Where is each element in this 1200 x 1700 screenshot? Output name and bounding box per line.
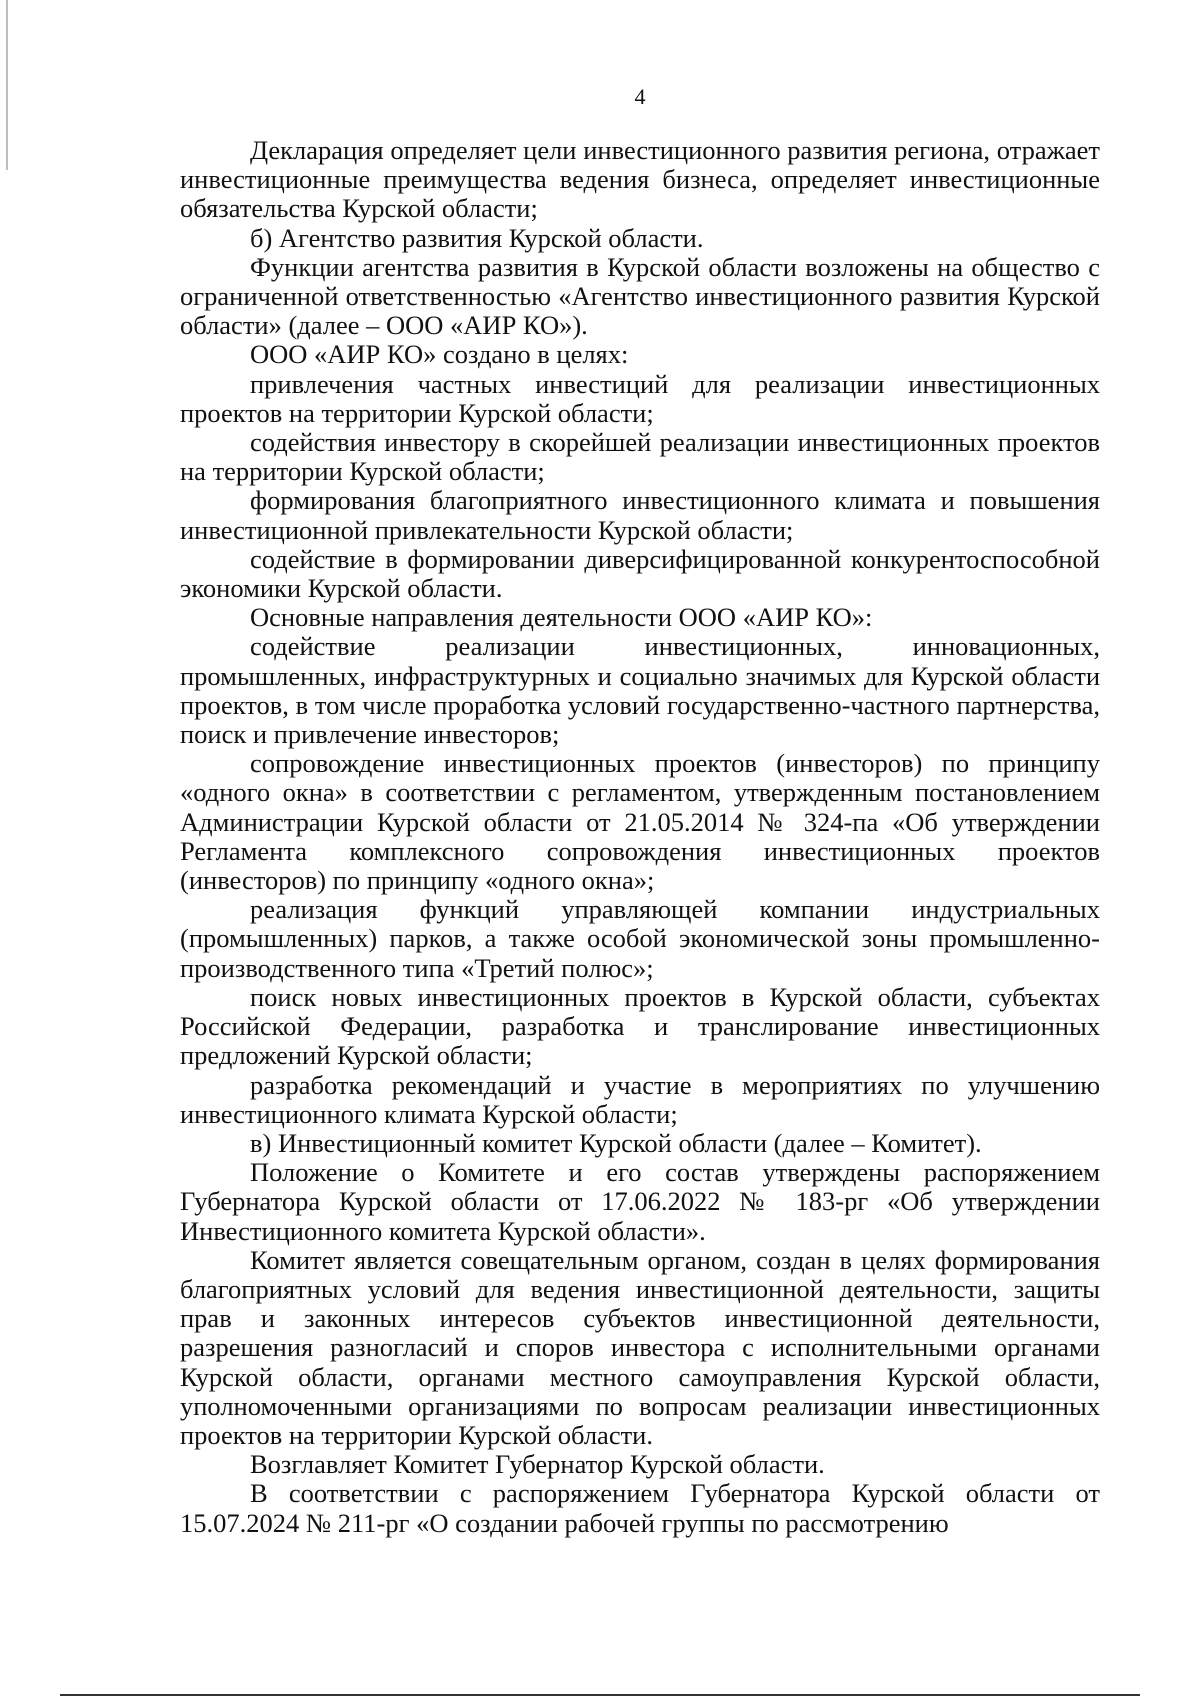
paragraph-goal-economy: содействие в формировании диверсифицированной конкурентоспособной экономики Курской области. xyxy=(180,543,1100,604)
paragraph-agency-functions: Функции агентства развития в Курской области возложены на общество с ограниченной ответственностью «Агентство инвестиционного развития Курской области» (далее – ООО «АИР КО»). xyxy=(180,251,1100,341)
paragraph-item-b: б) Агентство развития Курской области. xyxy=(250,222,704,253)
paragraph-activity-intro: Основные направления деятельности ООО «АИР КО»: xyxy=(250,602,873,633)
paragraph-committee-head: Возглавляет Комитет Губернатор Курской области. xyxy=(250,1449,825,1480)
document-body xyxy=(180,136,1100,1538)
paragraph-activity-projects: содействие реализации инвестиционных, инновационных, промышленных, инфраструктурных и социально значимых для Курской области проектов, в том числе проработка условий государственно-частного партнерства, поиск и привлечение инвесторов; xyxy=(180,631,1100,750)
paragraph-committee-purpose: Комитет является совещательным органом, создан в целях формирования благоприятных условий для ведения инвестиционной деятельности, защиты прав и законных интересов субъектов инвестиционной деятельности, разрешения разногласий и споров инвестора с исполнительными органами Курской области, органами местного самоуправления Курской области, уполномоченными организациями по вопросам реализации инвестиционных проектов на территории Курской области. xyxy=(180,1244,1100,1450)
page-number: 4 xyxy=(634,84,646,109)
paragraph-goal-investor-support: содействия инвестору в скорейшей реализации инвестиционных проектов на территории Курской области; xyxy=(180,427,1100,487)
paragraph-activity-parks: реализация функций управляющей компании индустриальных (промышленных) парков, а также особой экономической зоны промышленно-производственного типа «Третий полюс»; xyxy=(180,894,1100,983)
paragraph-working-group: В соответствии с распоряжением Губернатора Курской области от 15.07.2024 № 211-рг «О создании рабочей группы по рассмотрению xyxy=(180,1478,1100,1538)
paragraph-activity-one-window: сопровождение инвестиционных проектов (инвесторов) по принципу «одного окна» в соответствии с регламентом, утвержденным постановлением Администрации Курской области от 21.05.2014 № 324-па «Об утверждении Регламента комплексного сопровождения инвестиционных проектов (инвесторов) по принципу «одного окна»; xyxy=(180,748,1100,896)
paragraph-activity-recommendations: разработка рекомендаций и участие в мероприятиях по улучшению инвестиционного климата Курской области; xyxy=(180,1069,1100,1129)
paragraph-goal-climate: формирования благоприятного инвестиционного климата и повышения инвестиционной привлекательности Курской области; xyxy=(180,485,1100,545)
paragraph-committee-regulation: Положение о Комитете и его состав утверждены распоряжением Губернатора Курской области от 17.06.2022 № 183-рг «Об утверждении Инвестиционного комитета Курской области». xyxy=(180,1157,1100,1246)
paragraph-declaration: Декларация определяет цели инвестиционного развития региона, отражает инвестиционные преимущества ведения бизнеса, определяет инвестиционные обязательства Курской области; xyxy=(180,135,1100,224)
paragraph-item-v: в) Инвестиционный комитет Курской области (далее – Комитет). xyxy=(250,1127,982,1158)
paragraph-activity-search: поиск новых инвестиционных проектов в Курской области, субъектах Российской Федерации, разработка и транслирование инвестиционных предложений Курской области; xyxy=(180,981,1100,1071)
paragraph-goal-private-investment: привлечения частных инвестиций для реализации инвестиционных проектов на территории Курской области; xyxy=(180,368,1100,428)
bottom-scan-line xyxy=(60,1694,1140,1696)
paragraph-air-ko-goals-intro: ООО «АИР КО» создано в целях: xyxy=(250,339,629,370)
